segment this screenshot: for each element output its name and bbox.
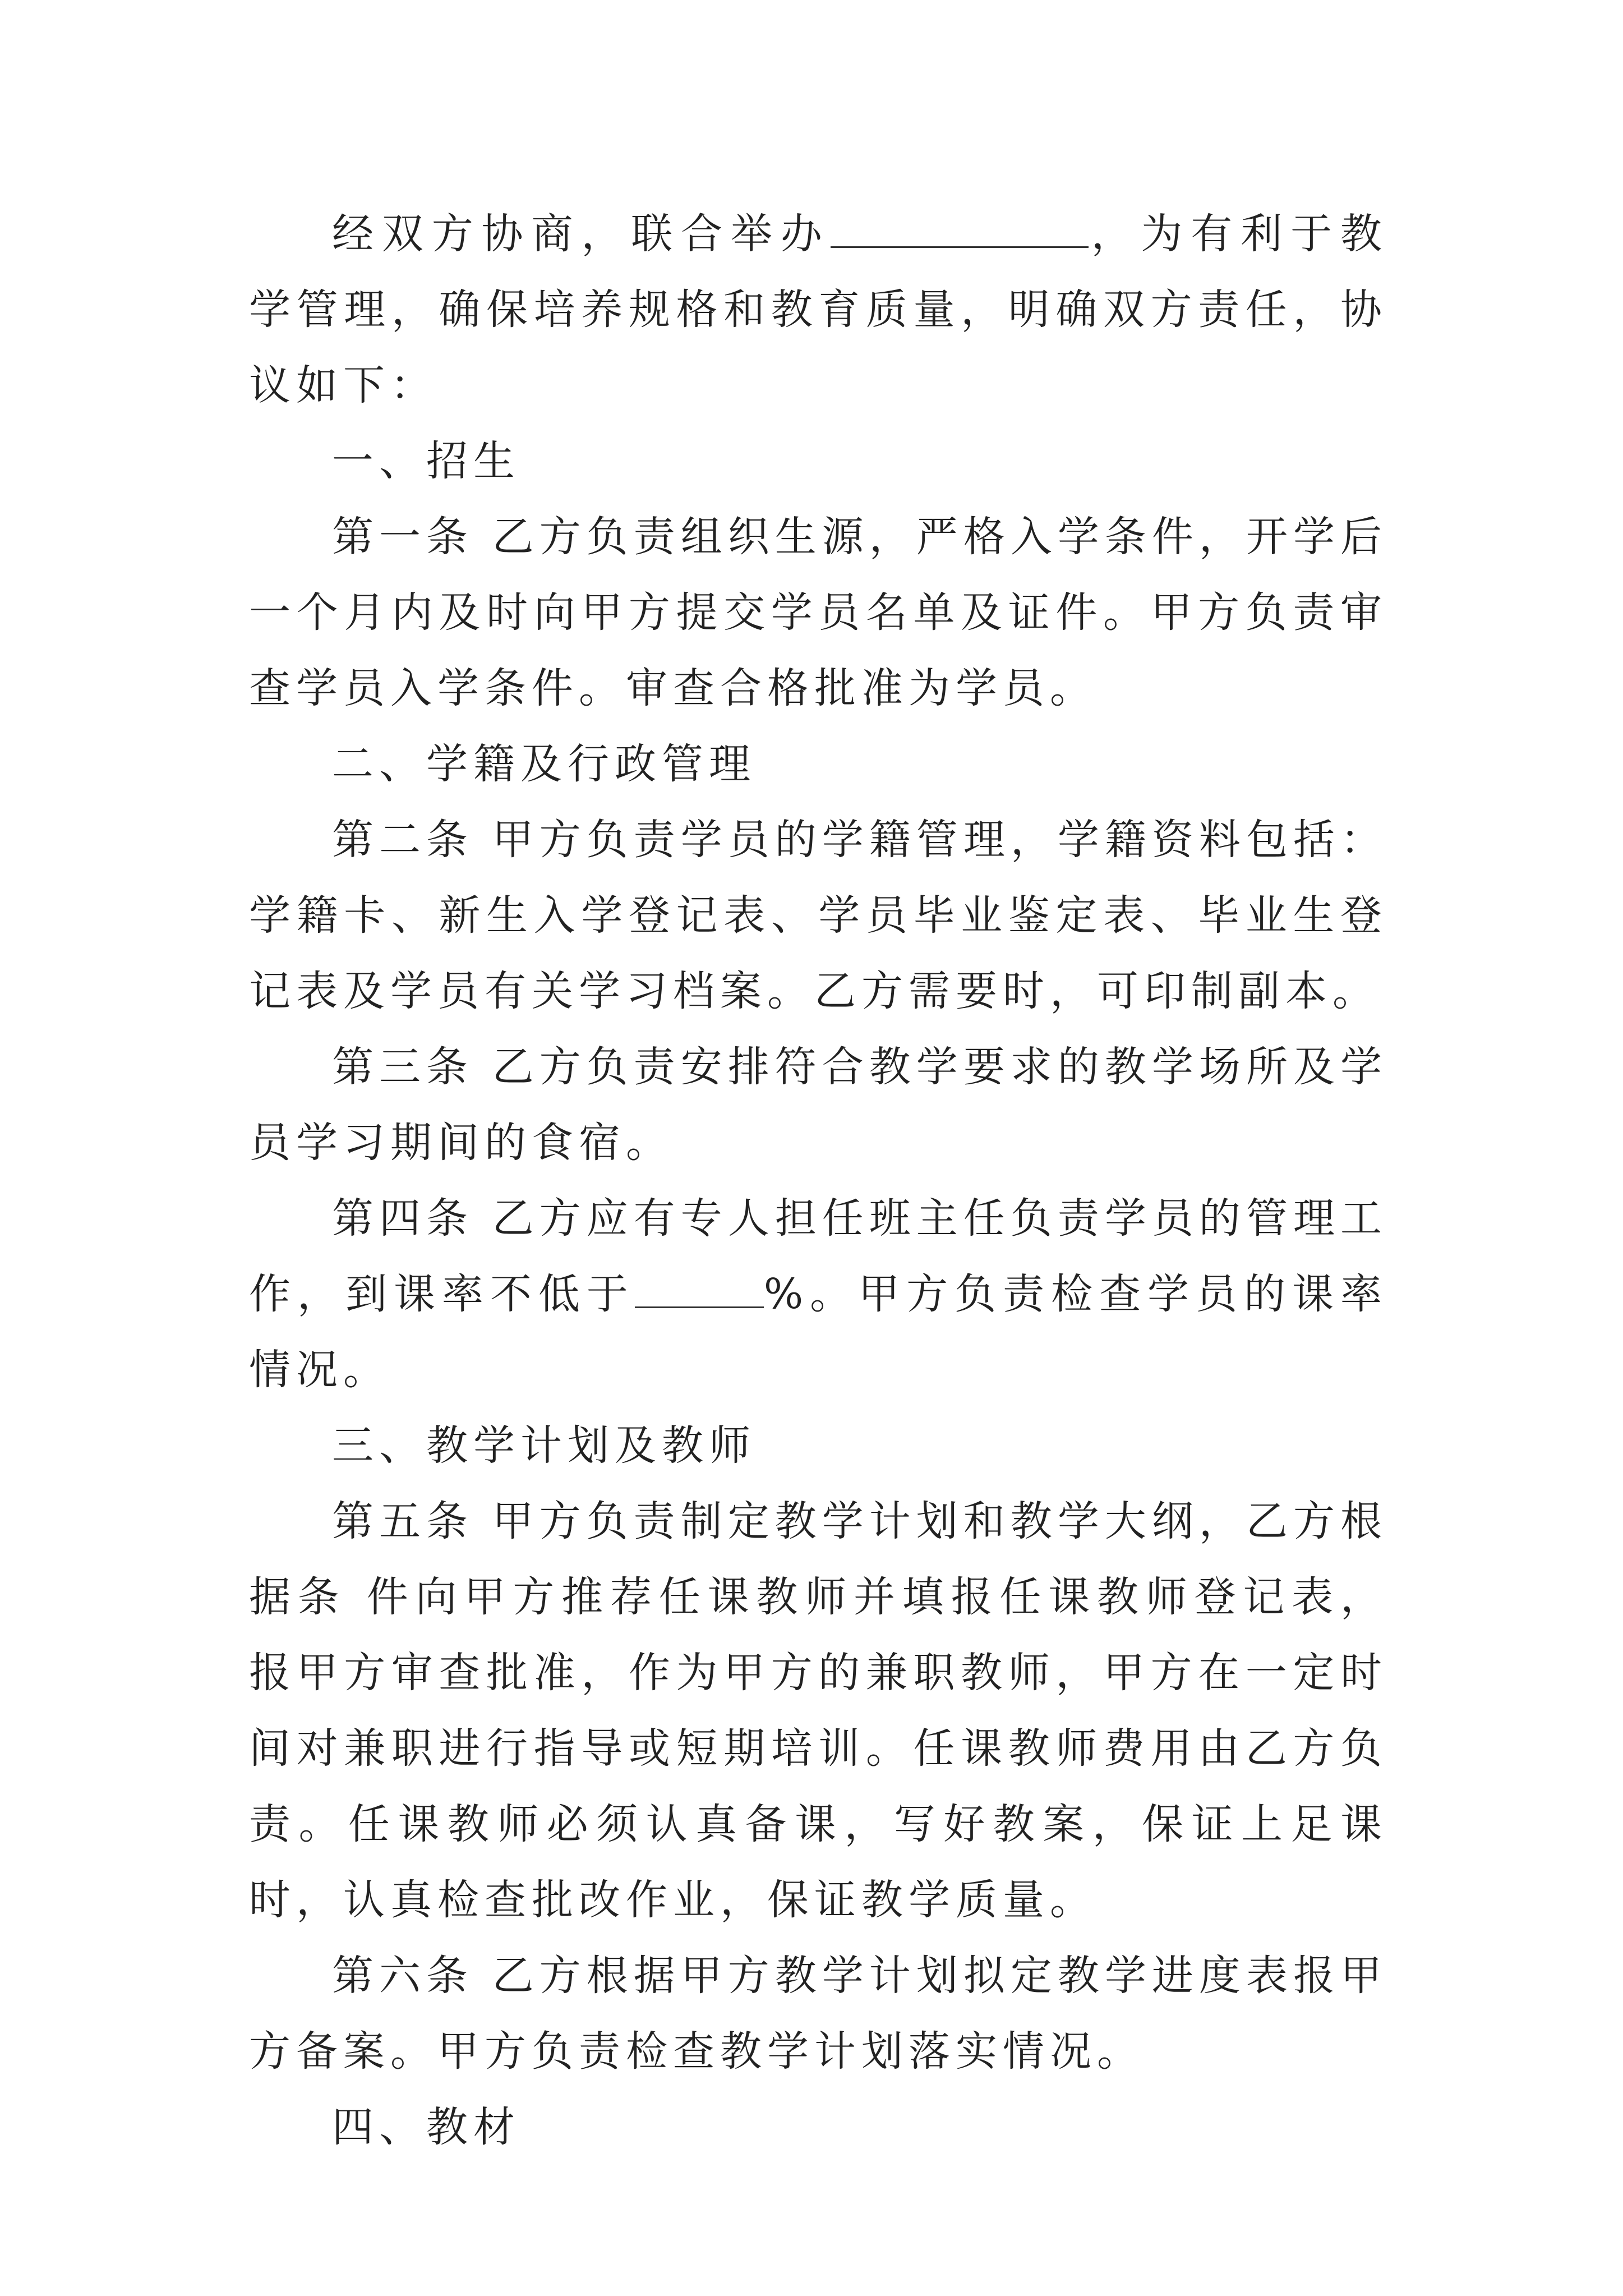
section-heading-enrollment: 一、招生 [332,437,520,485]
document-body [249,196,1387,2165]
article-2: 第二条 甲方负责学员的学籍管理，学籍资料包括：学籍卡、新生入学登记表、学员毕业鉴定表、毕业生登记表及学员有关学习档案。乙方需要时，可印制副本。 [249,816,1387,1015]
section-heading-registration: 二、学籍及行政管理 [332,740,756,788]
program-name-blank [831,207,1089,248]
article-4 [249,1181,1387,1408]
article-6: 第六条 乙方根据甲方教学计划拟定教学进度表报甲方备案。甲方负责检查教学计划落实情况。 [249,1952,1387,2076]
article-4-text-start: 第四条 乙方应有专人担任班主任负责学员的管理工作，到课率不低于 [249,1194,1387,1318]
intro-text-end: ，为有利于教学管理，确保培养规格和教育质量，明确双方责任，协议如下： [249,210,1387,409]
section-heading-teaching-plan: 三、教学计划及教师 [332,1421,756,1470]
article-5: 第五条 甲方负责制定教学计划和教学大纲，乙方根据条 件向甲方推荐任课教师并填报任课教师登记表，报甲方审查批准，作为甲方的兼职教师，甲方在一定时间对兼职进行指导或短期培训。任课教师费用由乙方负责。任课教师必须认真备课，写好教案，保证上足课时，认真检查批改作业，保证教学质量。 [249,1497,1387,1924]
section-heading-textbooks: 四、教材 [332,2103,520,2151]
intro-text-start: 经双方协商，联合举办 [332,210,831,258]
attendance-rate-blank [635,1267,764,1308]
article-3: 第三条 乙方负责安排符合教学要求的教学场所及学员学习期间的食宿。 [249,1043,1387,1167]
intro-paragraph [249,196,1387,424]
article-4-text-end: %。甲方负责检查学员的课率情况。 [249,1270,1387,1394]
article-1: 第一条 乙方负责组织生源，严格入学条件，开学后一个月内及时向甲方提交学员名单及证件。甲方负责审查学员入学条件。审查合格批准为学员。 [249,513,1387,712]
